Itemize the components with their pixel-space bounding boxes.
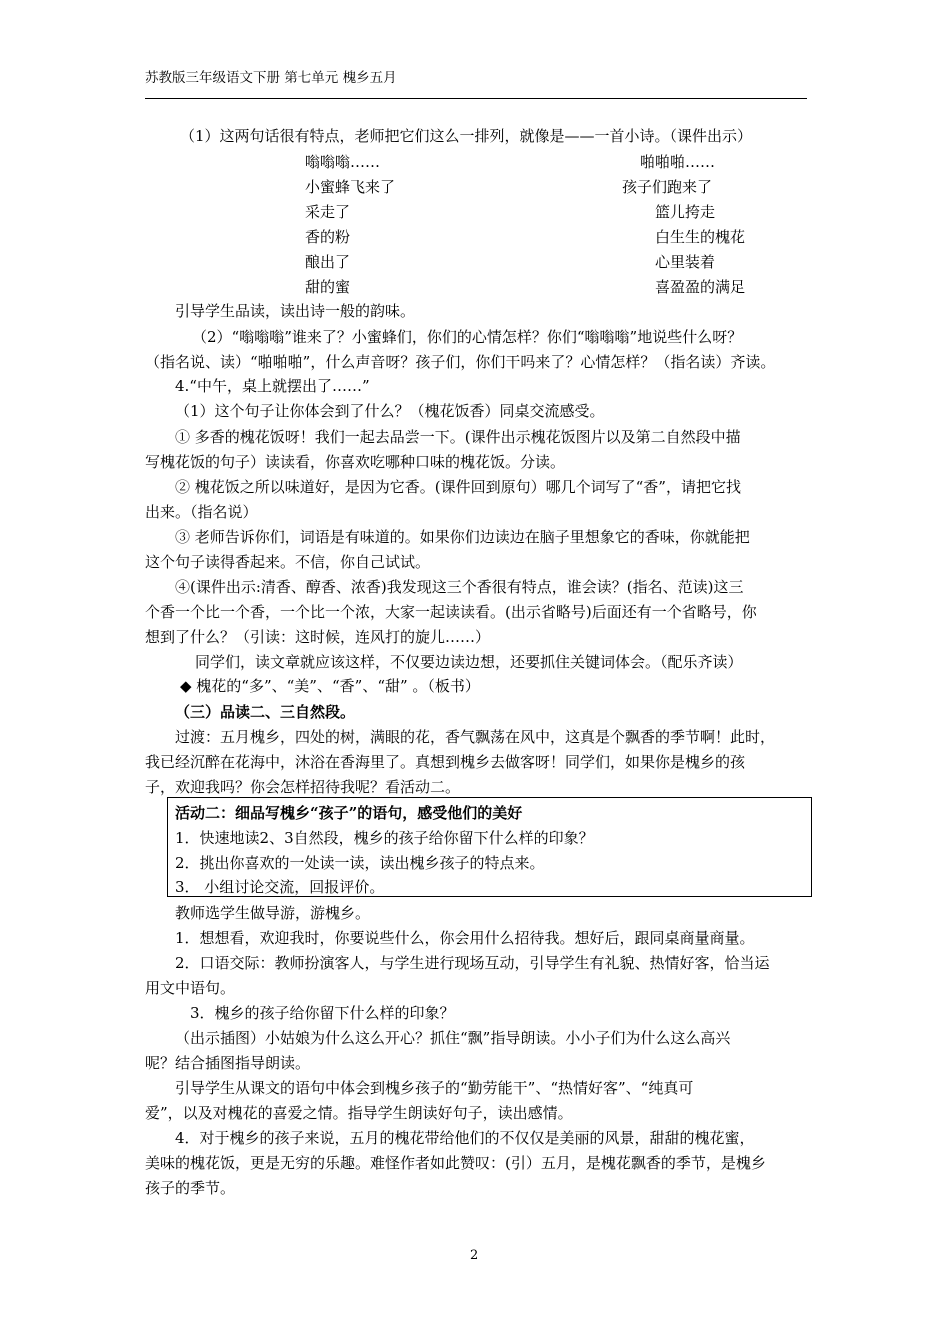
section-heading: （三）品读二、三自然段。 [175,703,356,721]
poem-line: 香的粉 [305,228,351,246]
poem-line: 采走了 [305,203,351,221]
activity-title: 活动二：细品写槐乡“孩子”的语句，感受他们的美好 [175,804,523,822]
poem-line: 白生生的槐花 [655,228,746,246]
text-line: 这个句子读得香起来。不信，你自己试试。 [145,553,431,571]
text-line: （1）这个句子让你体会到了什么？（槐花饭香）同桌交流感受。 [175,402,605,420]
text-line: 出来。（指名说） [145,503,258,521]
text-line: （2）“嗡嗡嗡”谁来了？小蜜蜂们，你们的心情怎样？你们“嗡嗡嗡”地说些什么呀？ [192,328,743,346]
text-line: 写槐花饭的句子）读读看，你喜欢吃哪种口味的槐花饭。分读。 [145,453,566,471]
text-line: ③ 老师告诉你们，词语是有味道的。如果你们边读边在脑子里想象它的香味，你就能把 [175,528,750,546]
poem-line: 嗡嗡嗡…… [305,153,381,171]
poem-line: 啪啪啪…… [640,153,716,171]
text-line: （1）这两句话很有特点，老师把它们这么一排列，就像是——一首小诗。（课件出示） [180,127,753,145]
text-line: （指名说、读）“啪啪啪”，什么声音呀？孩子们，你们干吗来了？心情怎样？（指名读）齐读。 [145,353,776,371]
poem-line: 心里装着 [655,253,716,271]
activity-item: 1．快速地读2、3自然段，槐乡的孩子给你留下什么样的印象？ [175,829,594,847]
text-line: 呢？结合插图指导朗读。 [145,1054,311,1072]
text-line: （出示插图）小姑娘为什么这么开心？抓住“飘”指导朗读。小小子们为什么这么高兴 [175,1029,731,1047]
text-line: 4．对于槐乡的孩子来说，五月的槐花带给他们的不仅仅是美丽的风景，甜甜的槐花蜜， [175,1129,755,1147]
poem-line: 酿出了 [305,253,351,271]
text-line: ② 槐花饭之所以味道好，是因为它香。(课件回到原句）哪几个词写了“香”，请把它找 [175,478,741,496]
board-note: ◆ 槐花的“多”、“美”、“香”、“甜” 。（板书） [180,677,480,695]
text-line: 4.“中午，桌上就摆出了……” [175,377,370,395]
text-line: 美味的槐花饭，更是无穷的乐趣。难怪作者如此赞叹：(引）五月，是槐花飘香的季节，是槐乡 [145,1154,766,1172]
poem-line: 喜盈盈的满足 [655,278,746,296]
header-rule [145,98,807,99]
text-line: 个香一个比一个香，一个比一个浓，大家一起读读看。(出示省略号)后面还有一个省略号，你 [145,603,757,621]
text-line: 用文中语句。 [145,979,236,997]
text-line: 引导学生从课文的语句中体会到槐乡孩子的“勤劳能干”、“热情好客”、“纯真可 [175,1079,694,1097]
text-line: 孩子的季节。 [145,1179,236,1197]
text-line: 爱”，以及对槐花的喜爱之情。指导学生朗读好句子，读出感情。 [145,1104,573,1122]
text-line: 同学们，读文章就应该这样，不仅要边读边想，还要抓住关键词体会。（配乐齐读） [195,653,743,671]
poem-line: 篮儿挎走 [655,203,716,221]
text-line: 引导学生品读，读出诗一般的韵味。 [175,302,416,320]
poem-line: 小蜜蜂飞来了 [305,178,396,196]
text-line: ④(课件出示:清香、醇香、浓香)我发现这三个香很有特点，谁会读？(指名、范读)这三 [175,578,744,596]
text-line: 2．口语交际：教师扮演客人，与学生进行现场互动，引导学生有礼貌、热情好客，恰当运 [175,954,770,972]
text-line: 我已经沉醉在花海中，沐浴在香海里了。真想到槐乡去做客呀！同学们，如果你是槐乡的孩 [145,753,746,771]
poem-line: 孩子们跑来了 [622,178,713,196]
text-line: 过渡：五月槐乡，四处的树，满眼的花，香气飘荡在风中，这真是个飘香的季节啊！此时， [175,728,776,746]
activity-item: 2．挑出你喜欢的一处读一读，读出槐乡孩子的特点来。 [175,854,545,872]
text-line: 教师选学生做导游，游槐乡。 [175,904,371,922]
page-header: 苏教版三年级语文下册 第七单元 槐乡五月 [145,70,397,86]
text-line: 3．槐乡的孩子给你留下什么样的印象？ [190,1004,455,1022]
text-line: 1．想想看，欢迎我时，你要说些什么，你会用什么招待我。想好后，跟同桌商量商量。 [175,929,755,947]
text-line: 子，欢迎我吗？你会怎样招待我呢？看活动二。 [145,778,461,796]
activity-item: 3． 小组讨论交流，回报评价。 [175,878,385,896]
text-line: 想到了什么？（引读：这时候，连风打的旋儿……） [145,628,491,646]
text-line: ① 多香的槐花饭呀！我们一起去品尝一下。(课件出示槐花饭图片以及第二自然段中描 [175,428,741,446]
poem-line: 甜的蜜 [305,278,351,296]
page-number: 2 [470,1248,479,1263]
